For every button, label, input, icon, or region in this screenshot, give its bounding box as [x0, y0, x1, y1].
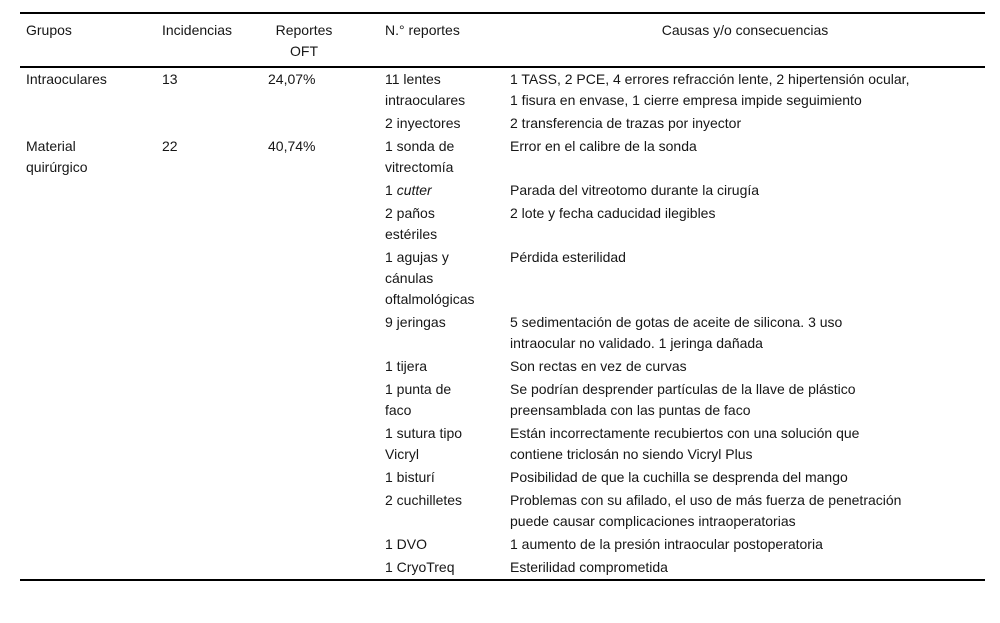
causa-text: Problemas con su afilado, el uso de más fuerza de penetración puede causar complicaciones intraoperatorias: [510, 492, 902, 529]
causa-cell: [505, 355, 985, 378]
incidencias-cell: 22: [162, 138, 178, 154]
table-body: [20, 67, 985, 580]
causa-cell: [505, 246, 985, 311]
causa-cell: [505, 179, 985, 202]
column-header-reportes-oft: [262, 13, 380, 67]
incidencias-cell: 13: [162, 71, 178, 87]
column-header-grupos: Grupos: [26, 22, 72, 38]
reporte-term-italic: cutter: [396, 182, 432, 198]
causa-text: Esterilidad comprometida: [510, 559, 668, 575]
causa-cell: [505, 378, 985, 422]
table-row: [20, 135, 985, 179]
causa-text: 2 transferencia de trazas por inyector: [510, 115, 742, 131]
reporte-label: 2 inyectores: [385, 115, 461, 131]
reportes-oft-cell: 40,74%: [268, 138, 316, 154]
reporte-label: 1 sonda de vitrectomía: [385, 138, 455, 175]
causa-text: 2 lote y fecha caducidad ilegibles: [510, 205, 716, 221]
causa-text: Están incorrectamente recubiertos con una solución que contiene triclosán no siendo Vicryl Plus: [510, 425, 860, 462]
reporte-label: 1 DVO: [385, 536, 428, 552]
column-header-incidencias: Incidencias: [162, 22, 233, 38]
table-row: [20, 67, 985, 112]
grupo-cell: [20, 67, 156, 135]
reporte-cell: [380, 311, 505, 355]
reporte-label: 1 bisturí: [385, 469, 435, 485]
causa-cell: [505, 533, 985, 556]
causa-text: Se podrían desprender partículas de la llave de plástico preensamblada con las puntas de faco: [510, 381, 856, 418]
grupo-cell: [20, 135, 156, 580]
reporte-label: 1 agujas y cánulas oftalmológicas: [385, 249, 475, 307]
causa-cell: [505, 489, 985, 533]
causa-text: Pérdida esterilidad: [510, 249, 626, 265]
reportes-oft-cell: 24,07%: [268, 71, 316, 87]
causa-text: 5 sedimentación de gotas de aceite de silicona. 3 uso intraocular no validado. 1 jeringa dañada: [510, 314, 843, 351]
causa-cell: [505, 67, 985, 112]
causa-cell: [505, 311, 985, 355]
reporte-label: 2 cuchilletes: [385, 492, 463, 508]
reporte-label: 1 tijera: [385, 358, 428, 374]
column-header-causas: Causas y/o consecuencias: [661, 22, 829, 38]
reporte-cell: [380, 378, 505, 422]
reporte-label: 1 punta de faco: [385, 381, 452, 418]
reporte-cell: [380, 556, 505, 580]
incidents-table: [20, 12, 985, 581]
causa-text: 1 aumento de la presión intraocular postoperatoria: [510, 536, 823, 552]
causa-cell: [505, 422, 985, 466]
reporte-cell: [380, 246, 505, 311]
grupo-label: Material quirúrgico: [26, 138, 88, 175]
causa-cell: [505, 112, 985, 135]
reporte-label: 2 paños estériles: [385, 205, 438, 242]
causa-text: Posibilidad de que la cuchilla se desprenda del mango: [510, 469, 848, 485]
causa-text: 1 TASS, 2 PCE, 4 errores refracción lente, 2 hipertensión ocular, 1 fisura en envase, 1 cierre empresa impide seguimiento: [510, 71, 910, 108]
header-row: [20, 13, 985, 67]
reporte-cell: [380, 422, 505, 466]
reporte-label: 9 jeringas: [385, 314, 446, 330]
reporte-cell: [380, 179, 505, 202]
reporte-label: 1 CryoTreq: [385, 559, 455, 575]
reporte-cell: [380, 67, 505, 112]
reporte-label: [385, 180, 475, 201]
reporte-label: 1 sutura tipo Vicryl: [385, 425, 463, 462]
causa-cell: [505, 135, 985, 179]
causa-cell: [505, 202, 985, 246]
table-header: [20, 13, 985, 67]
reporte-cell: [380, 202, 505, 246]
reporte-cell: [380, 466, 505, 489]
reporte-label: 11 lentes intraoculares: [385, 71, 466, 108]
causa-text: Parada del vitreotomo durante la cirugía: [510, 182, 760, 198]
reporte-cell: [380, 533, 505, 556]
reporte-cell: [380, 489, 505, 533]
column-header-reportes-oft-label: Reportes OFT: [275, 22, 333, 59]
reporte-count: 1: [385, 182, 397, 198]
reporte-cell: [380, 355, 505, 378]
grupo-label: Intraoculares: [26, 71, 107, 87]
causa-cell: [505, 466, 985, 489]
reporte-cell: [380, 135, 505, 179]
causa-text: Error en el calibre de la sonda: [510, 138, 697, 154]
column-header-n-reportes: N.° reportes: [385, 22, 460, 38]
reporte-cell: [380, 112, 505, 135]
causa-cell: [505, 556, 985, 580]
causa-text: Son rectas en vez de curvas: [510, 358, 687, 374]
